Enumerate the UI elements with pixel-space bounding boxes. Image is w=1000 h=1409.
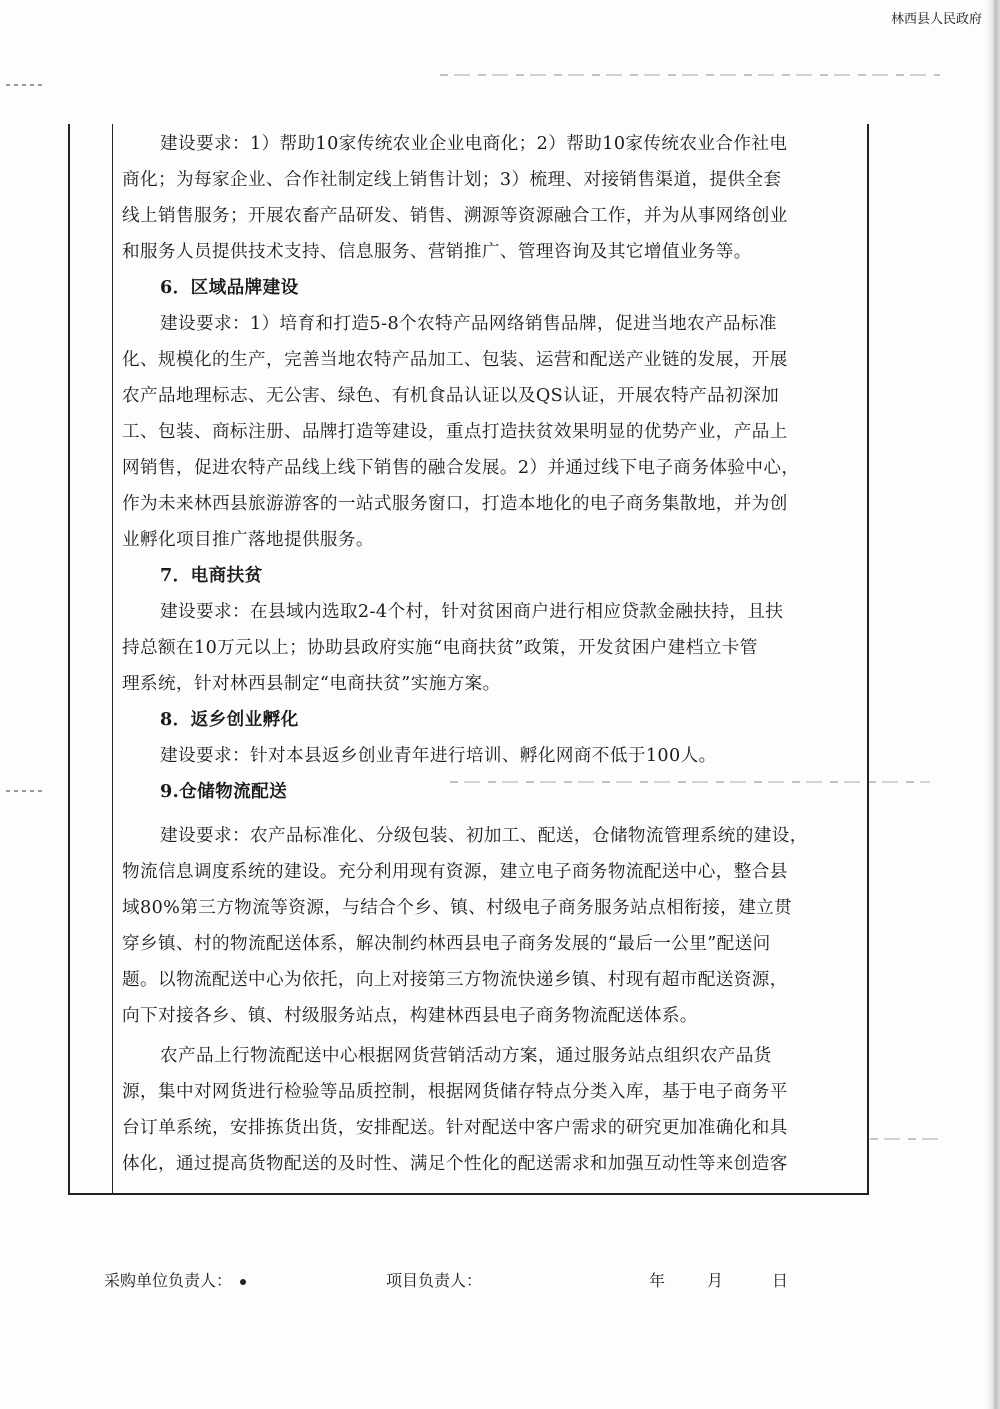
paragraph-line: 建设要求：在县域内选取2-4个村，针对贫困商户进行相应贷款金融扶持，且扶 [160, 602, 784, 622]
paragraph-line: 题。以物流配送中心为依托，向上对接第三方物流快递乡镇、村现有超市配送资源， [122, 970, 788, 990]
paragraph-line: 域80%第三方物流等资源，与结合个乡、镇、村级电子商务服务站点相衔接，建立贯 [122, 898, 793, 918]
paragraph-line: 网销售，促进农特产品线上线下销售的融合发展。2）并通过线下电子商务体验中心， [122, 458, 800, 478]
paragraph-line: 建设要求：1）培育和打造5-8个农特产品网络销售品牌，促进当地农产品标准 [160, 314, 777, 334]
paragraph-line: 线上销售服务；开展农畜产品研发、销售、溯源等资源融合工作，并为从事网络创业 [122, 206, 788, 226]
scan-artifact-top [440, 74, 940, 76]
scan-edge-shadow [986, 0, 1000, 1409]
paragraph-line: 业孵化项目推广落地提供服务。 [122, 530, 374, 550]
paragraph-line: 工、包装、商标注册、品牌打造等建设，重点打造扶贫效果明显的优势产业，产品上 [122, 422, 788, 442]
section-heading-9: 9.仓储物流配送 [160, 781, 288, 802]
paragraph-line: 农产品上行物流配送中心根据网货营销活动方案，通过服务站点组织农产品货 [160, 1046, 772, 1066]
scan-artifact-lower [870, 1138, 940, 1140]
paragraph-line: 建设要求：1）帮助10家传统农业企业电商化；2）帮助10家传统农业合作社电 [160, 134, 788, 154]
section-heading-6: 6．区域品牌建设 [160, 277, 299, 298]
document-body [122, 126, 860, 1182]
paragraph-line: 和服务人员提供技术支持、信息服务、营销推广、管理咨询及其它增值业务等。 [122, 242, 752, 262]
source-watermark: 林西县人民政府 [890, 12, 982, 27]
section-heading-8: 8．返乡创业孵化 [160, 709, 299, 730]
paragraph-line: 物流信息调度系统的建设。充分利用现有资源，建立电子商务物流配送中心，整合县 [122, 862, 788, 882]
signature-footer [104, 1268, 864, 1292]
paragraph-line: 体化，通过提高货物配送的及时性、满足个性化的配送需求和加强互动性等来创造客 [122, 1154, 788, 1174]
ink-dot [240, 1279, 246, 1285]
day-label: 日 [772, 1271, 789, 1290]
month-label: 月 [707, 1271, 724, 1290]
paragraph-line: 向下对接各乡、镇、村级服务站点，构建林西县电子商务物流配送体系。 [122, 1006, 698, 1026]
year-label: 年 [649, 1271, 666, 1290]
project-lead-label: 项目负责人： [386, 1271, 483, 1290]
paragraph-line: 持总额在10万元以上；协助县政府实施“电商扶贫”政策，开发贫困户建档立卡管 [122, 638, 758, 658]
paragraph-line: 化、规模化的生产，完善当地农特产品加工、包装、运营和配送产业链的发展，开展 [122, 350, 788, 370]
purchaser-signature [104, 1268, 246, 1291]
paragraph-line: 农产品地理标志、无公害、绿色、有机食品认证以及QS认证，开展农特产品初深加 [122, 386, 780, 406]
paragraph-line: 商化；为每家企业、合作社制定线上销售计划；3）梳理、对接销售渠道，提供全套 [122, 170, 782, 190]
paragraph-line: 作为未来林西县旅游游客的一站式服务窗口，打造本地化的电子商务集散地，并为创 [122, 494, 788, 514]
paragraph-line: 理系统，针对林西县制定“电商扶贫”实施方案。 [122, 674, 501, 694]
paragraph-line: 源，集中对网货进行检验等品质控制，根据网货储存特点分类入库，基于电子商务平 [122, 1082, 788, 1102]
section-heading-7: 7．电商扶贫 [160, 565, 263, 586]
left-margin-mark-bottom [6, 790, 46, 792]
purchaser-label: 采购单位负责人： [104, 1271, 233, 1290]
paragraph-line: 穿乡镇、村的物流配送体系，解决制约林西县电子商务发展的“最后一公里”配送问 [122, 934, 771, 954]
paragraph-line: 建设要求：农产品标准化、分级包装、初加工、配送，仓储物流管理系统的建设， [160, 826, 808, 846]
paragraph-line: 建设要求：针对本县返乡创业青年进行培训、孵化网商不低于100人。 [160, 746, 717, 766]
table-column-divider [112, 124, 113, 1195]
left-margin-mark-top [6, 84, 46, 86]
paragraph-line: 台订单系统，安排拣货出货，安排配送。针对配送中客户需求的研究更加准确化和具 [122, 1118, 788, 1138]
